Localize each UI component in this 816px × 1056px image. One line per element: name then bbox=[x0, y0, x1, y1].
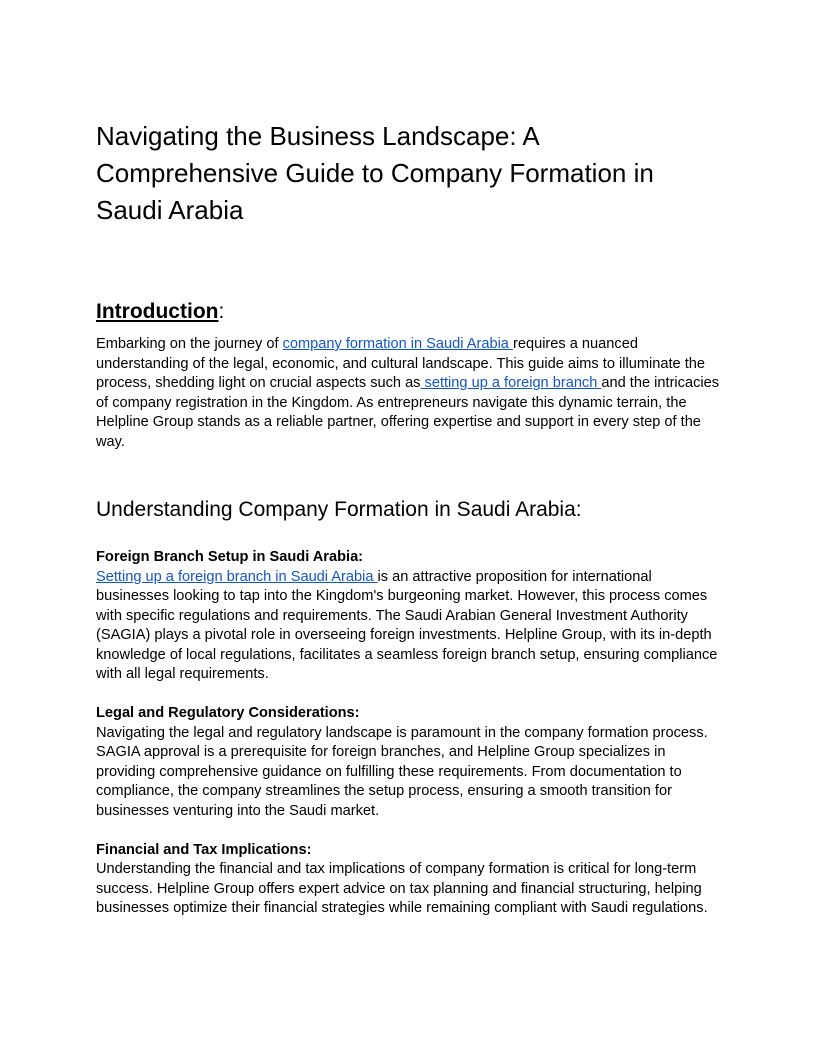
financial-block bbox=[96, 841, 721, 919]
foreign-branch-heading: Foreign Branch Setup in Saudi Arabia: bbox=[96, 549, 364, 565]
foreign-branch-link[interactable]: setting up a foreign branch bbox=[420, 375, 602, 391]
legal-block bbox=[96, 704, 721, 821]
intro-text-3: and the intricacies of company registration in the Kingdom. As entrepreneurs navigate this dynamic terrain, the Helpline Group stands as a reliable partner, offering expertise and support in every step of the way. bbox=[96, 375, 720, 450]
introduction-heading bbox=[96, 297, 721, 327]
introduction-heading-text: Introduction bbox=[96, 300, 219, 323]
foreign-branch-text: is an attractive proposition for international businesses looking to tap into the Kingdom's burgeoning market. However, this process comes with specific regulations and requirements. The Saudi Arabian General Investment Authority (SAGIA) plays a pivotal role in overseeing foreign investments. Helpline Group, with its in-depth knowledge of local regulations, facilitates a seamless foreign branch setup, ensuring compliance with all legal requirements. bbox=[96, 568, 718, 682]
document-title: Navigating the Business Landscape: A Comprehensive Guide to Company Formation in Saudi Arabia bbox=[96, 121, 654, 225]
legal-heading: Legal and Regulatory Considerations: bbox=[96, 705, 360, 721]
introduction-heading-colon: : bbox=[218, 300, 225, 323]
document-content bbox=[96, 118, 721, 919]
setting-up-foreign-branch-link[interactable]: Setting up a foreign branch in Saudi Arabia bbox=[96, 568, 378, 585]
financial-heading: Financial and Tax Implications: bbox=[96, 841, 312, 858]
intro-text-2: requires a nuanced understanding of the legal, economic, and cultural landscape. This guide aims to illuminate the process, shedding light on crucial aspects such as bbox=[96, 336, 705, 391]
financial-paragraph: Understanding the financial and tax implications of company formation is critical for long-term success. Helpline Group offers expert advice on tax planning and financial structuring, helping businesses optimize their financial strategies while remaining compliant with Saudi regulations. bbox=[96, 861, 708, 916]
company-formation-link[interactable]: company formation in Saudi Arabia bbox=[282, 336, 513, 352]
section-heading: Understanding Company Formation in Saudi Arabia: bbox=[96, 498, 582, 521]
intro-text-1: Embarking on the journey of bbox=[96, 336, 283, 352]
legal-paragraph: Navigating the legal and regulatory landscape is paramount in the company formation process. SAGIA approval is a prerequisite for foreign branches, and Helpline Group specializes in providing comprehensive guidance on fulfilling these requirements. From documentation to compliance, the company streamlines the setup process, ensuring a smooth transition for businesses venturing into the Saudi market. bbox=[96, 724, 708, 819]
introduction-paragraph bbox=[96, 335, 721, 452]
foreign-branch-block bbox=[96, 548, 721, 685]
foreign-branch-paragraph bbox=[96, 568, 721, 685]
